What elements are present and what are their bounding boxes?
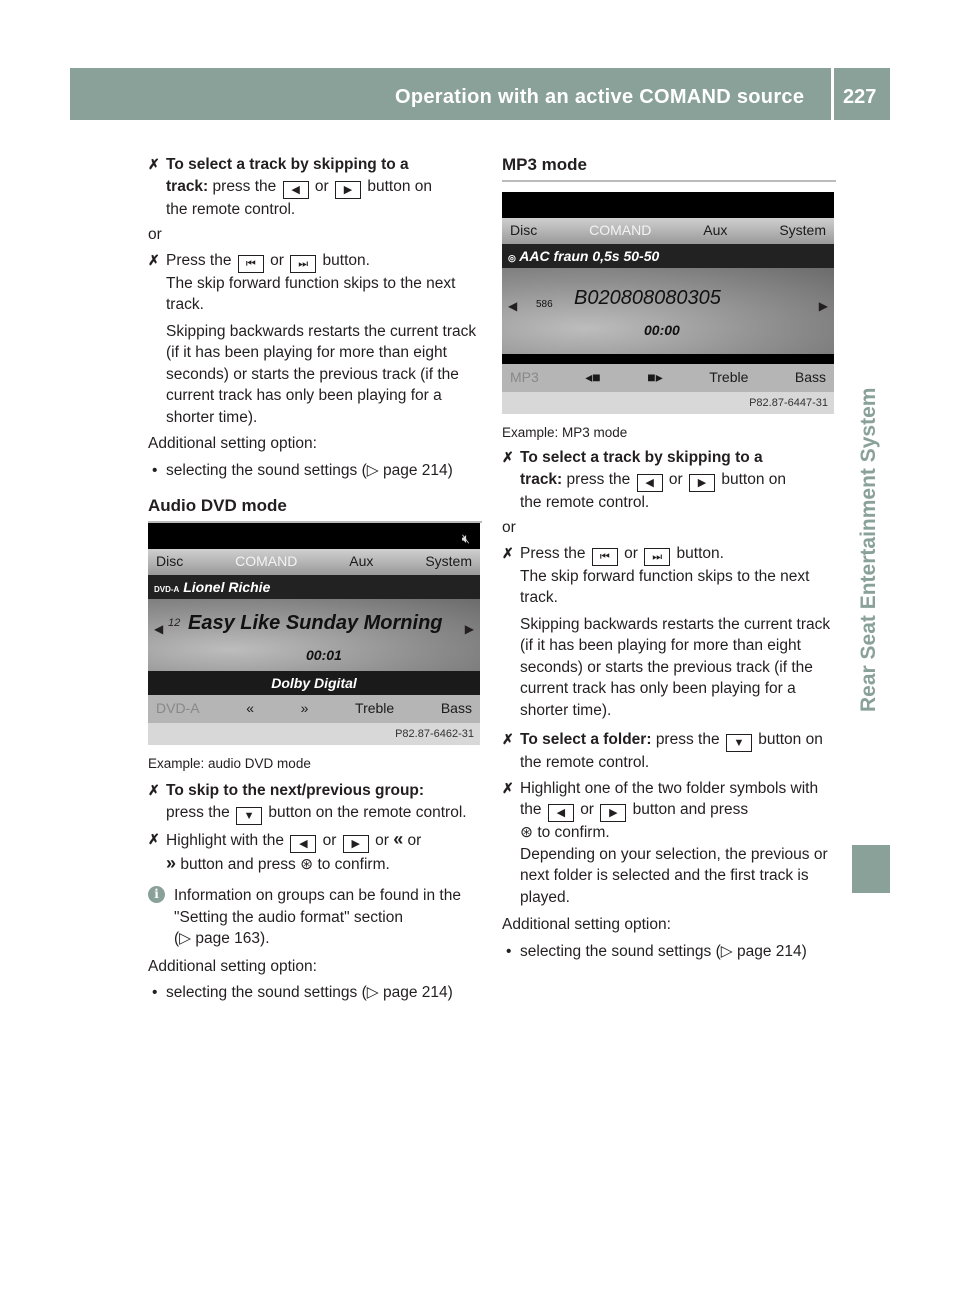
step-marker-icon: ✗ <box>502 544 514 561</box>
page-header-title: Operation with an active COMAND source <box>395 86 805 108</box>
bottom-treble[interactable]: Treble <box>355 699 395 716</box>
bottom-treble[interactable]: Treble <box>709 368 749 385</box>
mute-icon: 🔇︎ <box>461 530 470 546</box>
step-marker-icon: ✗ <box>502 779 514 796</box>
mp3-disc-icon: ◎ <box>508 252 516 263</box>
side-tab-label: Rear Seat Entertainment System <box>857 387 880 712</box>
right-key-icon: ▶ <box>335 181 361 199</box>
menu-aux[interactable]: Aux <box>349 552 374 569</box>
mp3-menu-bar <box>502 218 834 244</box>
ok-button-icon: ⊛ <box>300 855 314 873</box>
step-press-skip <box>502 543 836 609</box>
step-text: button on the remote control. <box>520 731 823 771</box>
step-title: To skip to the next/previous group: <box>166 782 425 799</box>
menu-disc[interactable]: Disc <box>510 221 538 238</box>
step-text: to confirm. <box>317 855 390 873</box>
section-title-audio-dvd: Audio DVD mode <box>148 495 482 523</box>
dvd-audio-icon: DVD-A <box>154 584 180 594</box>
step-text: button and press <box>180 855 296 873</box>
menu-disc[interactable]: Disc <box>156 552 184 569</box>
double-right-icon: » <box>166 852 177 873</box>
info-text: Information on groups can be found in the "Setting the audio format" section <box>174 887 461 926</box>
bottom-bass[interactable]: Bass <box>440 699 472 716</box>
or-text: or <box>624 544 638 562</box>
step-text: Press the <box>520 544 586 562</box>
step-text: Press the <box>166 251 232 269</box>
step-text: button on <box>721 470 786 488</box>
bullet-text: selecting the sound settings ( <box>166 461 367 479</box>
step-highlight-group <box>148 829 482 876</box>
mp3-screenshot <box>502 192 834 414</box>
menu-comand[interactable]: COMAND <box>589 221 652 238</box>
result-text: The skip forward function skips to the next track. <box>520 567 810 606</box>
step-marker-icon: ✗ <box>148 156 160 172</box>
page-reference[interactable]: (▷ page 163). <box>174 930 270 947</box>
step-text: press the <box>166 803 230 821</box>
mp3-bottom-bar <box>502 364 834 392</box>
next-track-icon: ⏭ <box>644 548 670 566</box>
or-line: or <box>148 226 162 243</box>
right-key-icon: ▶ <box>689 474 715 492</box>
left-key-icon: ◀ <box>637 474 663 492</box>
or-text: or <box>580 801 594 818</box>
dvd-caption: Example: audio DVD mode <box>148 755 311 771</box>
step-text: button. <box>676 544 724 562</box>
additional-option-label: Additional setting option: <box>148 435 317 452</box>
or-text: or <box>322 831 337 849</box>
info-note <box>148 885 482 950</box>
additional-option-label: Additional setting option: <box>502 916 671 933</box>
bullet-sound-settings <box>148 982 482 1004</box>
left-key-icon: ◀ <box>283 181 309 199</box>
step-text: button and press <box>632 801 749 818</box>
dvd-bottom-bar <box>148 695 480 723</box>
audio-dvd-screenshot <box>148 523 480 745</box>
left-key-icon: ◀ <box>290 835 316 853</box>
ok-button-icon: ⊛ <box>520 824 533 841</box>
step-text: Highlight with the <box>166 831 285 849</box>
previous-group-icon[interactable]: « <box>246 699 254 716</box>
dvd-menu-bar <box>148 549 480 575</box>
right-key-icon: ▶ <box>343 835 369 853</box>
dvd-track-area <box>148 599 480 671</box>
or-line: or <box>502 519 516 536</box>
divider-band <box>502 354 834 364</box>
menu-system[interactable]: System <box>425 552 472 569</box>
step-text: Highlight one of the two folder symbols with the <box>520 779 819 818</box>
figure-code: P82.87-6462-31 <box>148 723 480 745</box>
step-text: press the <box>655 731 720 748</box>
result-text: Skipping backwards restarts the current track (if it has been playing for more than eight seconds) or starts the previous track (if the current track has only been playing for a shorter time). <box>166 322 477 426</box>
step-select-folder <box>502 729 836 774</box>
page-number: 227 <box>843 86 877 108</box>
step-text: button on <box>367 177 432 195</box>
step-marker-icon: ✗ <box>148 782 160 798</box>
info-icon: i <box>148 886 165 903</box>
step-marker-icon: ✗ <box>502 449 514 465</box>
bullet-icon: • <box>152 461 158 479</box>
header-divider <box>831 68 834 120</box>
next-track-icon: ⏭ <box>290 255 316 273</box>
step-marker-icon: ✗ <box>502 731 514 747</box>
mp3-caption: Example: MP3 mode <box>502 424 628 440</box>
side-tab-marker <box>852 845 890 893</box>
menu-system[interactable]: System <box>779 221 826 238</box>
step-title-cont: track: <box>166 177 209 195</box>
step-title: To select a folder: <box>520 731 652 748</box>
bullet-text: selecting the sound settings (▷ page 214) <box>520 942 807 960</box>
playback-time: 00:00 <box>644 321 680 338</box>
figure-code: P82.87-6447-31 <box>502 392 834 414</box>
bullet-icon: • <box>152 984 158 1001</box>
down-key-icon: ▼ <box>236 807 262 825</box>
mp3-track-area <box>502 268 834 354</box>
menu-comand[interactable]: COMAND <box>235 552 298 569</box>
or-text: or <box>314 177 329 195</box>
result-text: Skipping backwards restarts the current track (if it has been playing for more than eight seconds) or starts the previous track (if the current track has only been playing for a shorter time). <box>520 615 831 719</box>
previous-track-icon: ⏮ <box>238 255 264 273</box>
additional-option-label: Additional setting option: <box>148 957 317 975</box>
step-skip-track <box>148 154 482 220</box>
previous-folder-icon[interactable]: ◂■ <box>585 368 601 385</box>
result-text: Depending on your selection, the previous or next folder is selected and the first track is played. <box>520 845 828 906</box>
menu-aux[interactable]: Aux <box>703 221 728 238</box>
track-name: Easy Like Sunday Morning <box>188 611 443 634</box>
step-text: the remote control. <box>520 493 650 511</box>
bottom-dvd-a[interactable]: DVD-A <box>156 699 200 716</box>
step-highlight-folder <box>502 778 836 909</box>
step-text: button. <box>322 251 370 269</box>
left-key-icon: ◀ <box>548 804 574 822</box>
artist-name: Lionel Richie <box>183 578 271 595</box>
bottom-bass[interactable]: Bass <box>794 368 826 385</box>
step-text: press the <box>212 177 277 195</box>
next-group-icon[interactable]: » <box>300 699 309 716</box>
bullet-sound-settings <box>502 941 836 963</box>
step-press-skip <box>148 250 482 316</box>
step-skip-track <box>502 447 836 513</box>
page-reference[interactable]: ▷ page 214 <box>366 461 448 479</box>
step-title: To select a track by skipping to a <box>166 156 409 173</box>
track-number: 586 <box>536 298 553 310</box>
bullet-text: selecting the sound settings (▷ page 214) <box>166 984 453 1001</box>
prev-arrow-icon[interactable]: ◀ <box>154 621 164 636</box>
result-text: The skip forward function skips to the next track. <box>166 274 456 313</box>
track-number: 12 <box>168 616 181 629</box>
step-title: To select a track by skipping to a <box>520 449 763 466</box>
next-arrow-icon[interactable]: ▶ <box>818 298 828 313</box>
right-key-icon: ▶ <box>600 804 626 822</box>
playback-time: 00:01 <box>306 646 342 663</box>
bullet-text: ) <box>447 461 453 479</box>
left-column <box>148 154 482 1004</box>
step-skip-group <box>148 780 482 825</box>
dvd-artist-band <box>148 575 480 599</box>
step-text: press the <box>566 470 631 488</box>
step-text: to confirm. <box>537 824 610 841</box>
side-tab <box>857 152 887 712</box>
right-column <box>502 154 836 962</box>
or-text: or <box>270 251 284 269</box>
bullet-sound-settings <box>148 460 482 482</box>
step-text: button on the remote control. <box>268 803 467 821</box>
or-text: or <box>375 831 389 849</box>
mp3-band <box>502 244 834 268</box>
step-title-cont: track: <box>520 470 563 488</box>
bullet-icon: • <box>506 942 512 960</box>
or-text: or <box>668 470 683 488</box>
dolby-band: Dolby Digital <box>148 671 480 695</box>
section-title-mp3: MP3 mode <box>502 154 836 182</box>
down-key-icon: ▼ <box>726 734 752 752</box>
next-folder-icon[interactable]: ■▸ <box>647 368 663 385</box>
or-text: or <box>407 831 422 849</box>
step-marker-icon: ✗ <box>148 251 160 268</box>
bottom-mp3[interactable]: MP3 <box>510 368 539 385</box>
step-marker-icon: ✗ <box>148 830 160 847</box>
prev-arrow-icon[interactable]: ◀ <box>508 298 518 313</box>
next-arrow-icon[interactable]: ▶ <box>464 621 474 636</box>
band-text: AAC fraun 0,5s 50-50 <box>519 247 660 264</box>
track-name: B020808080305 <box>574 286 721 309</box>
step-text: the remote control. <box>166 200 296 218</box>
double-left-icon: « <box>393 828 404 849</box>
previous-track-icon: ⏮ <box>592 548 618 566</box>
